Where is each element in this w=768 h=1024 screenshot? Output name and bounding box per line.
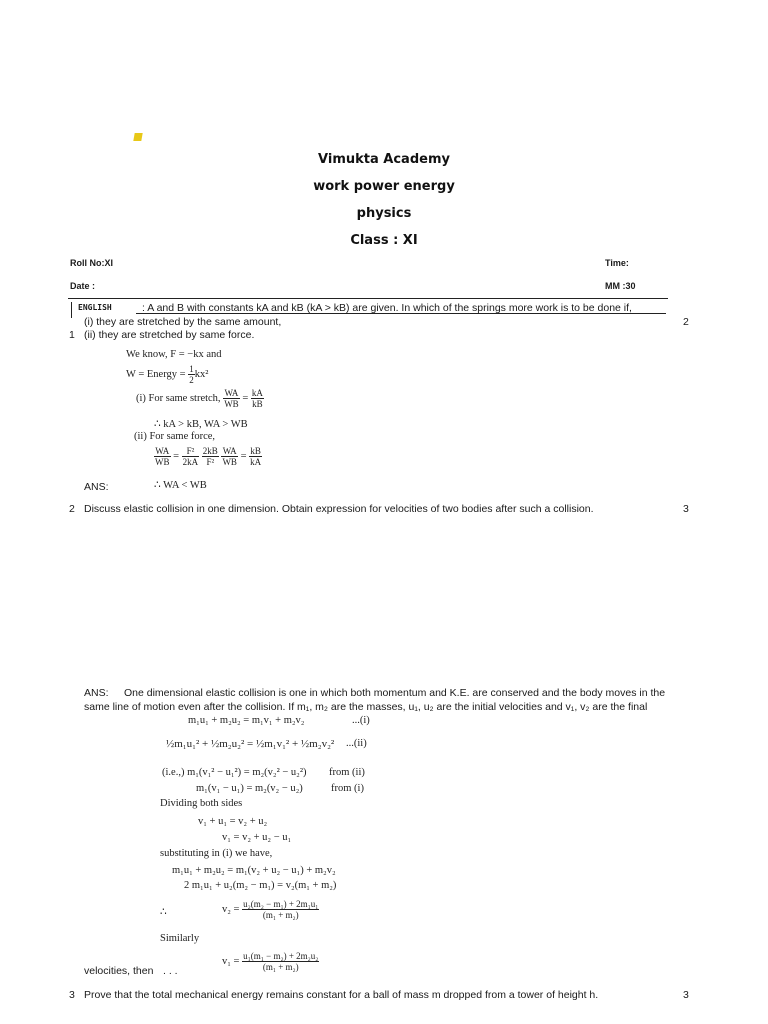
q2-eq3: (i.e.,) m₁(v₁² − u₁²) = m₂(v₂² − u₂²): [162, 767, 307, 778]
q2-eq7: v₁ = v₂ + u₂ − u₁: [222, 832, 292, 843]
time-label: Time:: [605, 258, 629, 268]
q1-ans-label: ANS:: [84, 481, 109, 493]
divider-top: [68, 298, 668, 299]
q2-ans-line2: same line of motion even after the collision. If m₁, m₂ are the masses, u₁, u₂ are the initial velocities and v₁, v₂ are the final: [84, 701, 648, 713]
q1-sol-line6: $\frac{WA}{WB}$ = $\frac{\text{F²}}{2kA}$ $\frac{2kB}{\text{F²}}$ $\frac{WA}{WB}$ = $\frac{kB}{kA}$: [155, 446, 262, 467]
q2-tail: velocities, then: [84, 965, 154, 977]
q2-eq6: v₁ + u₁ = v₂ + u₂: [198, 816, 268, 827]
q2-eq8: substituting in (i) we have,: [160, 848, 273, 859]
date-label: Date :: [70, 281, 96, 291]
roll-no: Roll No:XI: [70, 258, 113, 268]
q2-eq12: Similarly: [160, 933, 200, 944]
q2-eq2: ½m₁u₁² + ½m₂u₂² = ½m₁v₁² + ½m₂v₂²: [166, 738, 335, 750]
q1-sol-line5: (ii) For same force,: [134, 431, 216, 442]
subject-title: physics: [356, 206, 412, 221]
q1-sol-line3: (i) For same stretch, $\frac{WA}{WB}$ = $\frac{kA}{kB}$: [136, 388, 263, 409]
q3-text: Prove that the total mechanical energy remains constant for a ball of mass m dropped from a tower of height h.: [84, 989, 599, 1001]
highlight-marker-icon: [133, 133, 142, 141]
q2-eq1: m₁u₁ + m₂u₂ = m₁v₁ + m₂v₂: [188, 715, 305, 726]
q2-marks: 3: [683, 503, 689, 515]
topic-title: work power energy: [313, 179, 455, 194]
q1-sol-line2: W = Energy = $\frac{1}{2}$ kx²: [126, 364, 209, 385]
q2-eq11-therefore: ∴: [160, 907, 167, 918]
q2-eq4-tag: from (i): [331, 783, 364, 794]
q2-eq1-tag: ...(i): [352, 715, 370, 726]
q2-ans-label: ANS:: [84, 687, 109, 699]
q1-sol-line7: ∴ WA < WB: [154, 480, 207, 491]
q2-eq3-tag: from (ii): [329, 767, 365, 778]
q1-number: 1: [69, 329, 75, 341]
q1-text-line2: (i) they are stretched by the same amount,: [84, 316, 282, 328]
class-title: Class : XI: [350, 233, 418, 248]
q1-tag: ENGLISH: [78, 303, 112, 312]
divider-left: [71, 302, 72, 318]
q2-eq4: m₁(v₁ − u₁) = m₂(v₂ − u₂): [196, 783, 303, 794]
q1-sol-line4: ∴ kA > kB, WA > WB: [154, 419, 248, 430]
q2-eq11: v₂ = $\frac{\text{u₂(m₂ − m₁) + 2m₁u₁}}{\text{(m₁ + m₂)}}$: [222, 899, 319, 920]
q2-eq9: m₁u₁ + m₂u₂ = m₁(v₂ + u₂ − u₁) + m₂v₂: [172, 865, 336, 876]
max-marks: MM :30: [605, 281, 636, 291]
q2-tail-dots: . . .: [163, 965, 178, 977]
q1-text-line1: : A and B with constants kA and kB (kA > kB) are given. In which of the springs more work is to be done if,: [142, 302, 632, 314]
institution-title: Vimukta Academy: [318, 152, 450, 167]
q2-number: 2: [69, 503, 75, 515]
q2-ans-line1: One dimensional elastic collision is one in which both momentum and K.E. are conserved and the body moves in the: [124, 687, 666, 699]
q3-marks: 3: [683, 989, 689, 1001]
q1-text-line3: (ii) they are stretched by same force.: [84, 329, 255, 341]
q2-eq13: v₁ = $\frac{\text{u₁(m₁ − m₂) + 2m₂u₂}}{\text{(m₁ + m₂)}}$: [222, 951, 319, 972]
q3-number: 3: [69, 989, 75, 1001]
q2-eq5: Dividing both sides: [160, 798, 243, 809]
q2-eq10: 2 m₁u₁ + u₂(m₂ − m₁) = v₂(m₁ + m₂): [184, 880, 337, 891]
q1-sol-line1: We know, F = −kx and: [126, 349, 222, 360]
q2-text: Discuss elastic collision in one dimension. Obtain expression for velocities of two bodies after such a collision.: [84, 503, 594, 515]
q1-marks: 2: [683, 316, 689, 328]
q2-eq2-tag: ...(ii): [346, 738, 367, 749]
